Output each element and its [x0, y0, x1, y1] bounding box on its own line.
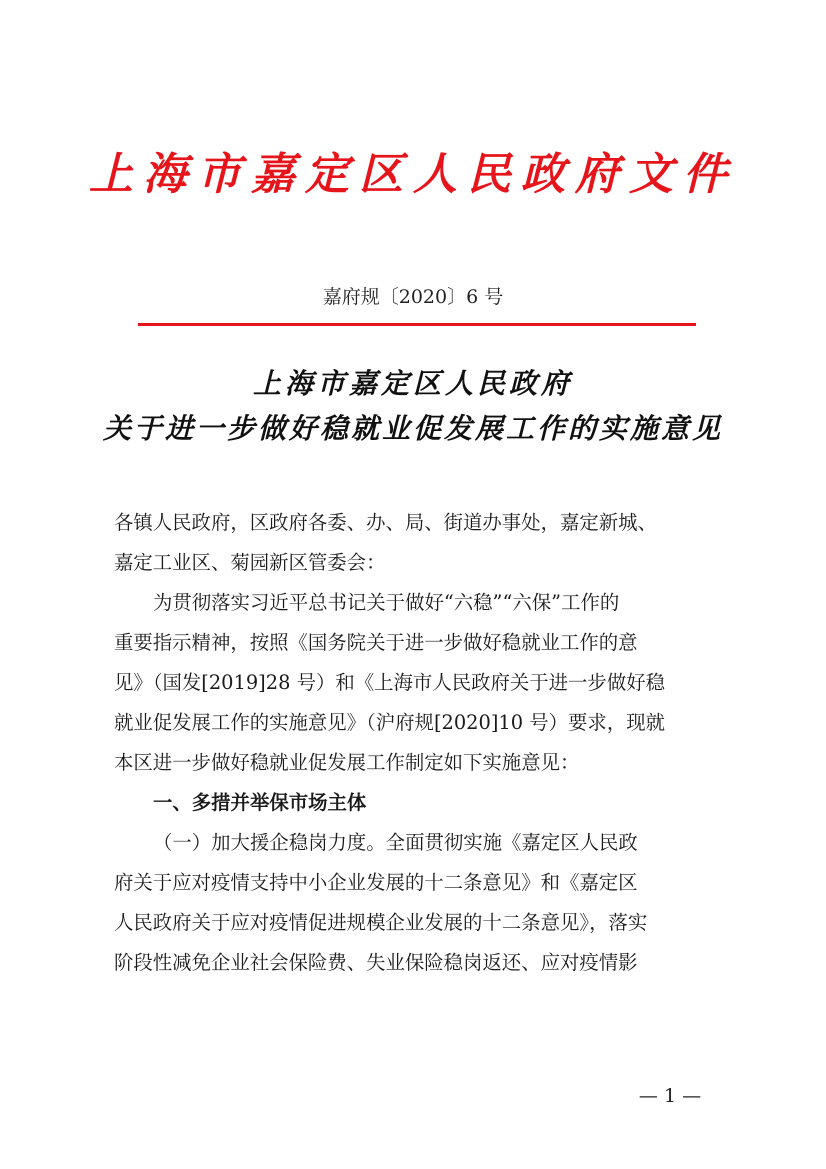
document-body: [114, 503, 714, 983]
body-line: 就业促发展工作的实施意见》（沪府规[2020]10 号）要求，现就: [114, 711, 665, 734]
body-line: 嘉定工业区、菊园新区管委会：: [114, 551, 386, 574]
document-title-line-1: 上海市嘉定区人民政府: [252, 367, 573, 400]
body-line: 为贯彻落实习近平总书记关于做好“六稳”“六保”工作的: [153, 591, 620, 614]
document-number: 嘉府规〔2020〕6 号: [322, 286, 504, 308]
body-line: （一）加大援企稳岗力度。全面贯彻实施《嘉定区人民政: [153, 831, 638, 854]
body-line: 重要指示精神，按照《国务院关于进一步做好稳就业工作的意: [114, 631, 638, 654]
body-line: 本区进一步做好稳就业促发展工作制定如下实施意见：: [114, 751, 580, 774]
body-line: 阶段性减免企业社会保险费、失业保险稳岗返还、应对疫情影: [114, 951, 638, 974]
page-number: — 1 —: [638, 1085, 702, 1107]
section-heading: 一、多措并举保市场主体: [153, 791, 367, 814]
red-divider-line: [138, 323, 696, 326]
body-line: 人民政府关于应对疫情促进规模企业发展的十二条意见》，落实: [114, 911, 648, 934]
body-line: 府关于应对疫情支持中小企业发展的十二条意见》和《嘉定区: [114, 871, 638, 894]
body-line: 见》（国发[2019]28 号）和《上海市人民政府关于进一步做好稳: [114, 671, 665, 694]
body-line: 各镇人民政府，区政府各委、办、局、街道办事处，嘉定新城、: [114, 511, 657, 534]
document-title-line-2: 关于进一步做好稳就业促发展工作的实施意见: [102, 412, 723, 445]
document-masthead: 上海市嘉定区人民政府文件: [89, 149, 737, 200]
